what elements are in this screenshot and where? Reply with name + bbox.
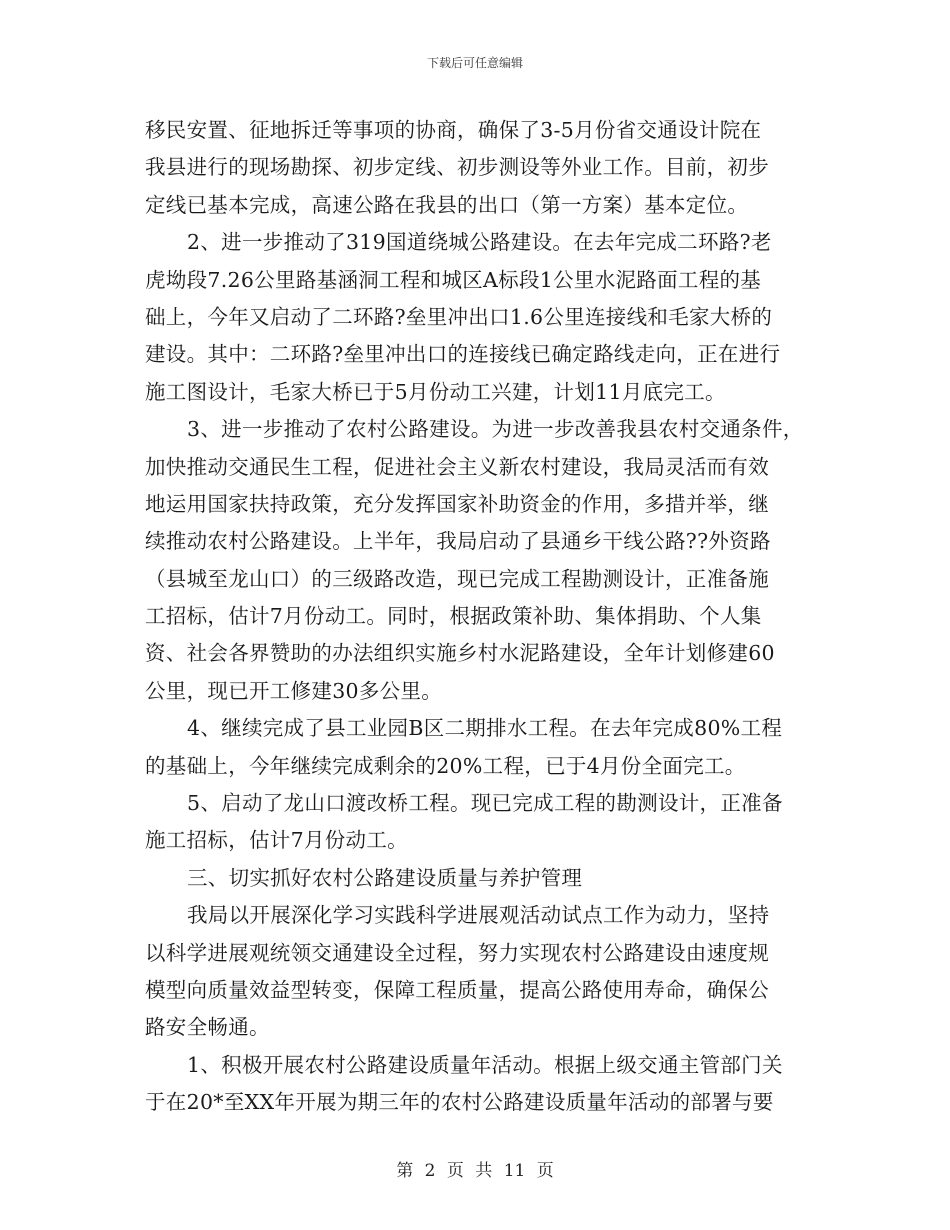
text-line: 我局以开展深化学习实践科学进展观活动试点工作为动力，坚持 <box>187 903 770 928</box>
text-line: 资、社会各界赞助的办法组织实施乡村水泥路建设，全年计划修建60 <box>145 641 775 666</box>
page-footer: 第 2 页 共 11 页 <box>396 1161 554 1181</box>
text-line: 5、启动了龙山口渡改桥工程。现已完成工程的勘测设计，正准备 <box>187 791 783 816</box>
text-line: 虎坳段7.26公里路基涵洞工程和城区A标段1公里水泥路面工程的基 <box>145 267 762 292</box>
text-line: 三、切实抓好农村公路建设质量与养护管理 <box>187 865 583 890</box>
text-line: 建设。其中：二环路?垒里冲出口的连接线已确定路线走向，正在进行 <box>145 342 781 367</box>
text-line: 续推动农村公路建设。上半年，我局启动了县通乡干线公路??外资路 <box>145 529 771 554</box>
text-line: 地运用国家扶持政策，充分发挥国家补助资金的作用，多措并举，继 <box>145 491 769 516</box>
text-line: 础上，今年又启动了二环路?垒里冲出口1.6公里连接线和毛家大桥的 <box>145 304 773 329</box>
document-body <box>145 112 835 1122</box>
text-line: 1、积极开展农村公路建设质量年活动。根据上级交通主管部门关 <box>187 1052 783 1077</box>
text-line: 施工招标，估计7月份动工。 <box>145 828 408 853</box>
text-line: 加快推动交通民生工程，促进社会主义新农村建设，我局灵活而有效 <box>145 454 769 479</box>
text-line: （县城至龙山口）的三级路改造，现已完成工程勘测设计，正准备施 <box>145 566 769 591</box>
text-line: 我县进行的现场勘探、初步定线、初步测设等外业工作。目前，初步 <box>145 155 769 180</box>
text-line: 移民安置、征地拆迁等事项的协商，确保了3-5月份省交通设计院在 <box>145 118 762 142</box>
page-header: 下载后可任意编辑 <box>426 56 523 70</box>
text-line: 定线已基本完成，高速公路在我县的出口（第一方案）基本定位。 <box>145 192 749 217</box>
text-line: 的基础上，今年继续完成剩余的20%工程，已于4月份全面完工。 <box>145 753 746 778</box>
text-line: 施工图设计，毛家大桥已于5月份动工兴建，计划11月底完工。 <box>145 379 726 404</box>
text-line: 3、进一步推动了农村公路建设。为进一步改善我县农村交通条件， <box>187 417 804 442</box>
text-line: 以科学进展观统领交通建设全过程，努力实现农村公路建设由速度规 <box>145 940 769 965</box>
text-line: 于在20*至XX年开展为期三年的农村公路建设质量年活动的部署与要 <box>145 1090 774 1115</box>
text-line: 路安全畅通。 <box>145 1015 270 1040</box>
text-line: 模型向质量效益型转变，保障工程质量，提高公路使用寿命，确保公 <box>145 977 769 1002</box>
text-line: 公里，现已开工修建30多公里。 <box>145 678 443 703</box>
text-line: 工招标，估计7月份动工。同时，根据政策补助、集体捐助、个人集 <box>145 604 762 629</box>
text-line: 4、继续完成了县工业园B区二期排水工程。在去年完成80%工程 <box>187 716 783 741</box>
text-line: 2、进一步推动了319国道绕城公路建设。在去年完成二环路?老 <box>187 230 772 255</box>
